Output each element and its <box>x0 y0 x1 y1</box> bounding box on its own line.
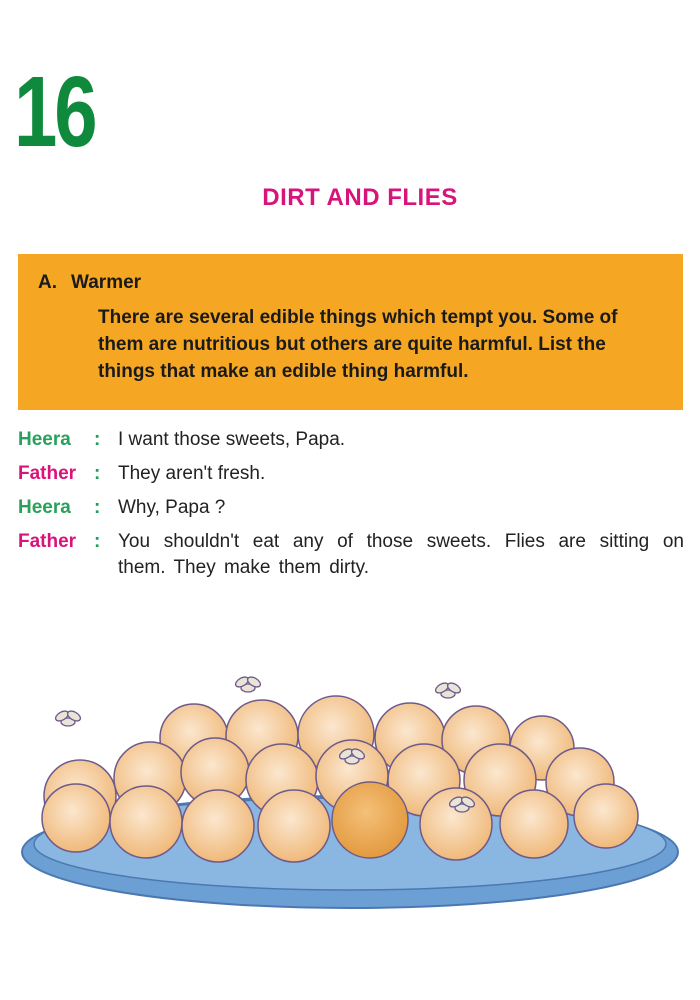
chapter-title: DIRT AND FLIES <box>262 184 458 211</box>
speech-text: You shouldn't eat any of those sweets. Flies are sitting on them. They make them dirty. <box>118 531 684 578</box>
warmer-heading <box>38 272 663 294</box>
speaker-colon: : <box>94 429 101 450</box>
warmer-letter: A. <box>38 272 57 293</box>
speaker-father: Father <box>18 531 77 552</box>
warmer-box <box>18 254 683 410</box>
speech-text: Why, Papa ? <box>118 497 226 518</box>
speech-text: I want those sweets, Papa. <box>118 429 346 450</box>
dialogue-line <box>18 461 684 487</box>
speaker-heera: Heera <box>18 497 71 518</box>
speaker-colon: : <box>94 531 101 552</box>
sweets-plate-with-flies-icon <box>0 630 700 930</box>
speaker-father: Father <box>18 463 77 484</box>
warmer-label: Warmer <box>71 272 142 293</box>
speaker-colon: : <box>94 497 101 518</box>
speech-text: They aren't fresh. <box>118 463 266 484</box>
warmer-text: There are several edible things which tempt you. Some of them are nutritious but others are quite harmful. List the things that make an edible thing harmful. <box>98 307 618 382</box>
dialogue <box>18 427 684 589</box>
speaker-heera: Heera <box>18 429 71 450</box>
sweets-plate-illustration <box>0 630 700 930</box>
dialogue-line <box>18 427 684 453</box>
chapter-number: 16 <box>14 56 95 168</box>
speaker-colon: : <box>94 463 101 484</box>
dialogue-line <box>18 495 684 521</box>
dialogue-line <box>18 529 684 581</box>
